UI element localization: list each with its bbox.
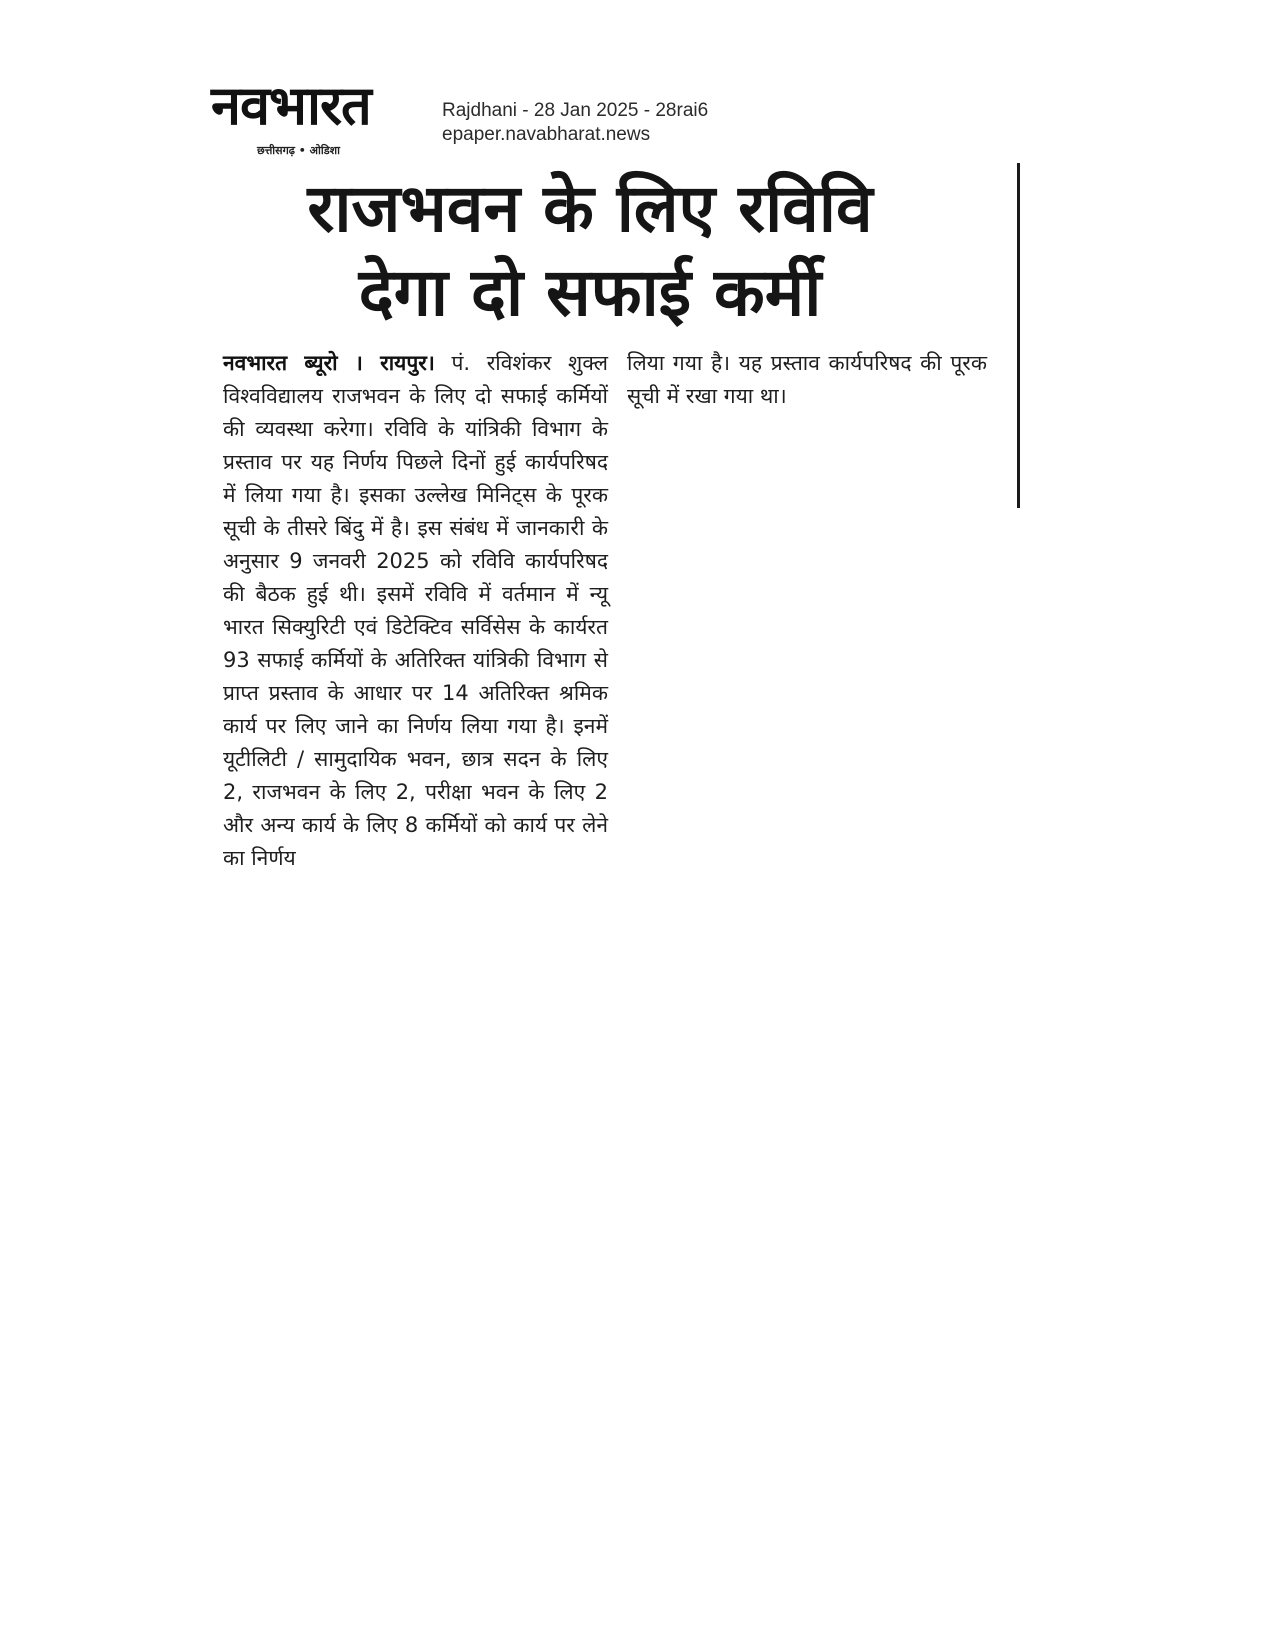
- article-paragraph-1: [223, 347, 608, 875]
- logo-tagline: छत्तीसगढ़ • ओडिशा: [257, 144, 340, 157]
- article-body-2: लिया गया है। यह प्रस्ताव कार्यपरिषद की पूरक सूची में रखा गया था।: [627, 351, 987, 408]
- edition-label: Rajdhani - 28 Jan 2025 - 28rai6: [442, 100, 709, 121]
- edition-info: [442, 99, 708, 147]
- column-divider-rule: [1017, 163, 1020, 508]
- epaper-site: epaper.navabharat.news: [442, 124, 651, 145]
- logo-wordmark: नवभारत: [211, 74, 371, 137]
- byline: नवभारत ब्यूरो । रायपुर।: [223, 351, 435, 375]
- article-column-1: [223, 347, 608, 875]
- article-column-2: [627, 347, 987, 413]
- news-clipping: [205, 74, 1025, 965]
- article-body-1: पं. रविशंकर शुक्ल विश्वविद्यालय राजभवन के लिए दो सफाई कर्मियों की व्यवस्था करेगा। रविवि के यांत्रिकी विभाग के प्रस्ताव पर यह निर्णय पिछले दिनों हुई कार्यपरिषद में लिया गया है। इसका उल्लेख मिनिट्स के पूरक सूची के तीसरे बिंदु में है। इस संबंध में जानकारी के अनुसार 9 जनवरी 2025 को रविवि कार्यपरिषद की बैठक हुई थी। इसमें रविवि में वर्तमान में न्यू भारत सिक्युरिटी एवं डिटेक्टिव सर्विसेस के कार्यरत 93 सफाई कर्मियों के अतिरिक्त यांत्रिकी विभाग से प्राप्त प्रस्ताव के आधार पर 14 अतिरिक्त श्रमिक कार्य पर लिए जाने का निर्णय लिया गया है। इनमें यूटीलिटी / सामुदायिक भवन, छात्र सदन के लिए 2, राजभवन के लिए 2, परीक्षा भवन के लिए 2 और अन्य कार्य के लिए 8 कर्मियों को कार्य पर लेने का निर्णय: [223, 351, 608, 870]
- masthead: [205, 74, 725, 160]
- headline-line-2: देगा दो सफाई कर्मी: [358, 254, 822, 331]
- headline-line-1: राजभवन के लिए रविवि: [307, 170, 873, 247]
- headline: [205, 167, 975, 335]
- newspaper-logo: [205, 74, 430, 160]
